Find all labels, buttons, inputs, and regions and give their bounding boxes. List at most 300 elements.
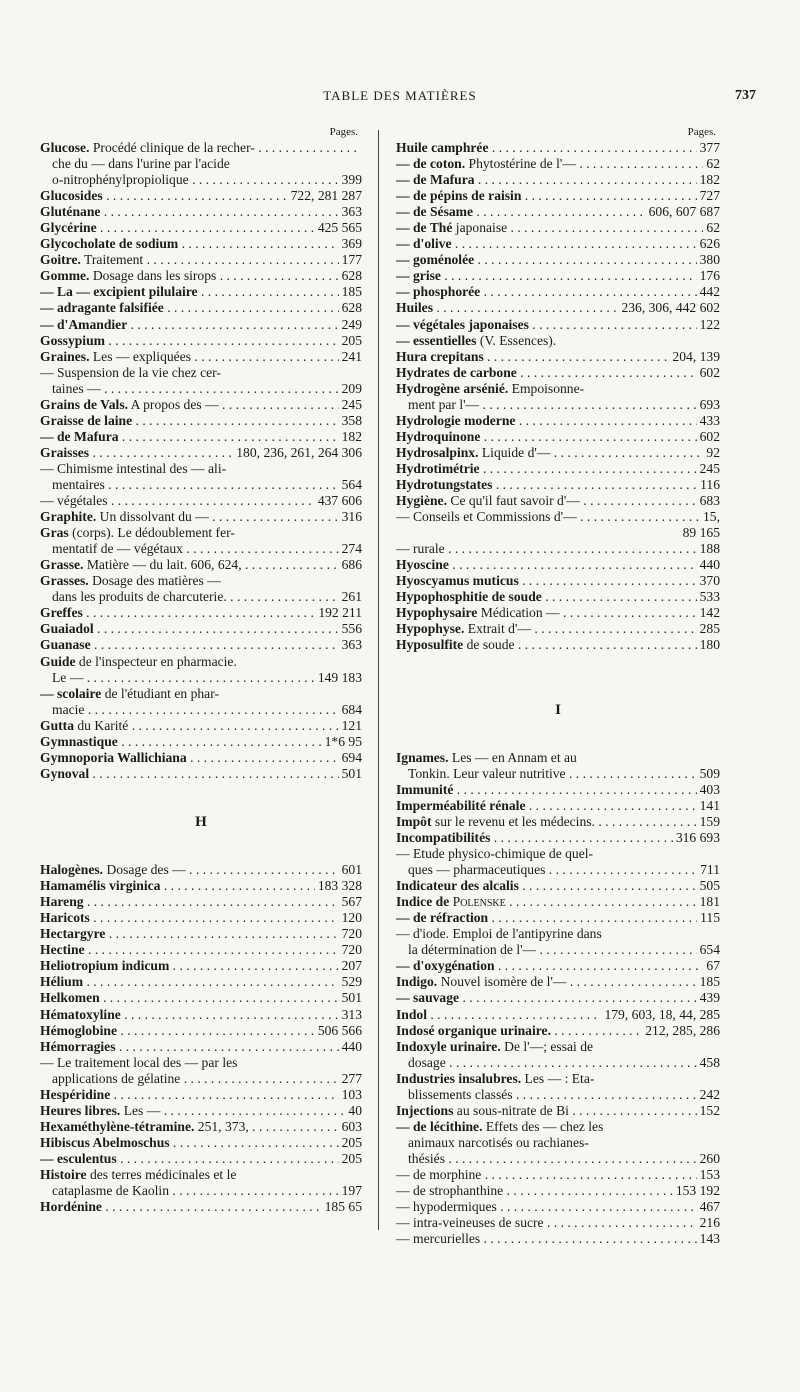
page-refs: 116 xyxy=(700,476,720,492)
page-refs: 727 xyxy=(699,188,720,204)
entry-term: — de pépins de raisin xyxy=(396,188,522,204)
blank-line xyxy=(396,734,720,750)
entry-term: Grasses. xyxy=(40,573,89,589)
page-refs: 67 xyxy=(706,958,720,974)
index-entry xyxy=(40,333,362,349)
entry-term: Hyposulfite xyxy=(396,637,464,653)
entry-label xyxy=(40,942,339,958)
entry-term: Imperméabilité rénale xyxy=(396,797,526,813)
page-refs: 722, 281 287 xyxy=(290,188,362,204)
index-entry xyxy=(40,413,362,429)
entry-label xyxy=(40,1183,339,1199)
index-entry xyxy=(396,894,720,910)
entry-label xyxy=(40,300,339,316)
page-refs: 103 xyxy=(341,1086,362,1102)
entry-text: taines — xyxy=(52,380,101,396)
index-column-right xyxy=(396,124,720,1247)
entry-label xyxy=(40,413,339,429)
entry-text: Les — expliquées xyxy=(89,348,192,364)
entry-label xyxy=(396,557,697,573)
page-refs: 176 xyxy=(699,268,720,284)
entry-term: Indicateur des alcalis xyxy=(396,878,519,894)
entry-label xyxy=(396,1199,697,1215)
entry-text: Effets des — chez les xyxy=(482,1118,604,1134)
entry-label xyxy=(40,1135,339,1151)
index-entry-line xyxy=(40,1167,362,1183)
entry-text: che du — dans l'urine par l'acide xyxy=(52,156,230,172)
entry-label xyxy=(40,1071,339,1087)
page-refs: 182 xyxy=(341,428,362,444)
index-entry xyxy=(396,1199,720,1215)
page-refs: 380 xyxy=(699,252,720,268)
entry-label xyxy=(396,204,646,220)
index-entry xyxy=(396,156,720,172)
page-refs: 602 xyxy=(699,428,720,444)
entry-label xyxy=(396,333,717,349)
page-refs: 122 xyxy=(699,316,720,332)
entry-label xyxy=(40,236,339,252)
index-entry xyxy=(396,1023,720,1039)
page-refs: 182 xyxy=(699,172,720,188)
index-entry xyxy=(396,541,720,557)
index-entry xyxy=(40,718,362,734)
entry-text: blissements classés xyxy=(408,1086,513,1102)
index-entry xyxy=(40,317,362,333)
entry-label xyxy=(396,573,697,589)
entry-text: Phytostérine de l'— xyxy=(465,156,576,172)
entry-text: (V. Essences). xyxy=(476,332,557,348)
index-entry xyxy=(396,958,720,974)
entry-term: — de Mafura xyxy=(396,172,475,188)
entry-term: Hura crepitans xyxy=(396,348,484,364)
page-refs: 192 211 xyxy=(318,605,362,621)
entry-label xyxy=(40,140,359,156)
blank-line xyxy=(396,670,720,686)
page-refs: 242 xyxy=(699,1086,720,1102)
page-refs: 556 xyxy=(341,621,362,637)
entry-text: Traitement xyxy=(80,252,144,268)
index-entry xyxy=(40,1135,362,1151)
index-entry xyxy=(396,1151,720,1167)
page-refs: 720 xyxy=(341,942,362,958)
entry-text: — d'iode. Emploi de l'antipyrine dans xyxy=(396,926,602,942)
entry-term: Injections xyxy=(396,1102,454,1118)
entry-text: la détermination de l'— xyxy=(408,942,537,958)
entry-label xyxy=(40,429,339,445)
entry-label xyxy=(40,1151,339,1167)
entry-label xyxy=(40,477,339,493)
index-entry xyxy=(396,397,720,413)
entry-term: Hydrotimétrie xyxy=(396,460,480,476)
entry-term: — de Thé xyxy=(396,220,453,236)
entry-label xyxy=(40,172,339,188)
entry-label xyxy=(396,1087,697,1103)
entry-label xyxy=(396,172,697,188)
index-entry xyxy=(396,317,720,333)
page-refs: 89 165 xyxy=(682,525,720,541)
index-entry xyxy=(396,429,720,445)
entry-text: animaux narcotisés ou rachianes- xyxy=(408,1134,589,1150)
page-refs: 185 65 xyxy=(324,1199,362,1215)
entry-label xyxy=(396,140,697,156)
entry-label xyxy=(396,445,703,461)
entry-term: Hématoxyline xyxy=(40,1006,121,1022)
index-entry xyxy=(40,1087,362,1103)
index-entry xyxy=(396,798,720,814)
entry-term: Graisse de laine xyxy=(40,412,133,428)
index-entry xyxy=(40,1071,362,1087)
page-refs: 205 xyxy=(341,1134,362,1150)
index-entry xyxy=(40,1151,362,1167)
entry-label xyxy=(396,1215,697,1231)
page-refs: 501 xyxy=(341,765,362,781)
index-entry xyxy=(40,1039,362,1055)
entry-text: Un dissolvant du — xyxy=(96,509,209,525)
index-entry xyxy=(40,942,362,958)
entry-term: Haricots xyxy=(40,910,90,926)
entry-term: Goitre. xyxy=(40,252,81,268)
index-entry xyxy=(396,1167,720,1183)
entry-text: Nouvel isomère de l'— xyxy=(437,974,567,990)
index-entry xyxy=(40,589,362,605)
entry-term: Indoxyle urinaire. xyxy=(396,1038,501,1054)
page-refs: 261 xyxy=(341,589,362,605)
entry-text: mentatif de — végétaux xyxy=(52,541,183,557)
entry-term: — végétales japonaises xyxy=(396,316,529,332)
page-refs: 142 xyxy=(699,605,720,621)
entry-term: Guanase xyxy=(40,637,91,653)
entry-term: Gras xyxy=(40,525,69,541)
index-entry xyxy=(396,188,720,204)
index-entry-line xyxy=(396,381,720,397)
page-refs: 141 xyxy=(699,797,720,813)
page-refs: 711 xyxy=(700,862,720,878)
index-entry xyxy=(40,734,362,750)
page-refs: 183 328 xyxy=(317,878,362,894)
entry-term: Impôt xyxy=(396,813,432,829)
page-refs: 316 xyxy=(341,509,362,525)
index-entry-line xyxy=(40,573,362,589)
entry-term: Hyoscine xyxy=(396,557,449,573)
entry-text: thésiés xyxy=(408,1150,445,1166)
entry-label xyxy=(396,365,697,381)
index-entry xyxy=(40,300,362,316)
entry-label xyxy=(396,236,697,252)
entry-label xyxy=(40,702,339,718)
index-entry xyxy=(40,140,362,156)
index-entry xyxy=(40,990,362,1006)
entry-term: Gomme. xyxy=(40,268,90,284)
index-entry xyxy=(40,1007,362,1023)
page-refs: 236, 306, 442 602 xyxy=(621,300,720,316)
column-divider xyxy=(378,130,379,1230)
index-entry xyxy=(40,493,362,509)
index-entry xyxy=(396,878,720,894)
entry-text: de l'étudiant en phar- xyxy=(101,685,219,701)
entry-term: Hygiène. xyxy=(396,493,447,509)
entry-label xyxy=(396,621,697,637)
blank-line xyxy=(396,686,720,702)
entry-term: Hespéridine xyxy=(40,1086,111,1102)
entry-text: Médication — xyxy=(477,605,560,621)
page-refs: 185 xyxy=(699,974,720,990)
index-entry xyxy=(40,557,362,573)
entry-text: Matière — du lait. 606, 624, xyxy=(83,557,242,573)
page-refs: 121 xyxy=(341,717,362,733)
index-entry xyxy=(40,220,362,236)
page-refs: 567 xyxy=(341,894,362,910)
index-entry xyxy=(40,878,362,894)
entry-label xyxy=(396,413,697,429)
entry-label xyxy=(40,349,339,365)
index-entry-line xyxy=(396,750,720,766)
page-refs: 363 xyxy=(341,637,362,653)
entry-term: Greffes xyxy=(40,605,83,621)
entry-term: Hydroquinone xyxy=(396,428,481,444)
index-entry xyxy=(40,1183,362,1199)
entry-label xyxy=(396,910,697,926)
entry-text: Les — en Annam et au xyxy=(448,749,577,765)
index-entry xyxy=(396,204,720,220)
entry-term: Heures libres. xyxy=(40,1102,121,1118)
entry-term: Indice de xyxy=(396,894,450,910)
entry-text: — Conseils et Commissions d'— xyxy=(396,509,577,525)
entry-label xyxy=(396,798,697,814)
entry-label xyxy=(396,429,697,445)
entry-term: — de lécithine. xyxy=(396,1118,483,1134)
entry-text: cataplasme de Kaolin xyxy=(52,1183,170,1199)
index-entry xyxy=(40,541,362,557)
pages-column-label: Pages. xyxy=(687,126,716,138)
page-refs: 177 xyxy=(341,252,362,268)
index-entry xyxy=(396,1103,720,1119)
index-entry xyxy=(396,300,720,316)
entry-term: Helkomen xyxy=(40,990,100,1006)
entry-term: — esculentus xyxy=(40,1150,117,1166)
index-entry xyxy=(40,621,362,637)
index-entry xyxy=(40,894,362,910)
entry-term: — goménolée xyxy=(396,252,475,268)
index-entry xyxy=(396,814,720,830)
page-refs: 274 xyxy=(341,541,362,557)
index-entry xyxy=(396,573,720,589)
entry-text: De l'—; essai de xyxy=(500,1038,594,1054)
page-refs: 245 xyxy=(341,396,362,412)
index-entry xyxy=(396,220,720,236)
index-entry-line xyxy=(40,1055,362,1071)
entry-text: applications de gélatine xyxy=(52,1070,181,1086)
index-entry xyxy=(396,1087,720,1103)
entry-text: — mercurielles xyxy=(396,1231,481,1247)
entry-term: Hémorragies xyxy=(40,1038,116,1054)
entry-text: Dosage dans les sirops xyxy=(89,268,217,284)
index-entry-line xyxy=(396,1039,720,1055)
index-entry xyxy=(396,637,720,653)
entry-term: — d'olive xyxy=(396,236,452,252)
index-entry xyxy=(396,1055,720,1071)
entry-term: — essentielles xyxy=(396,332,477,348)
page-refs: 467 xyxy=(699,1199,720,1215)
entry-label xyxy=(396,284,697,300)
entry-label xyxy=(396,1183,673,1199)
index-entry xyxy=(40,605,362,621)
page-refs: 363 xyxy=(341,204,362,220)
entry-term: Ignames. xyxy=(396,749,449,765)
entry-term: — de Sésame xyxy=(396,204,474,220)
entry-label xyxy=(396,317,697,333)
page-refs: 40 xyxy=(348,1102,362,1118)
entry-term: Indol xyxy=(396,1006,427,1022)
page-refs: 285 xyxy=(699,621,720,637)
entry-term: Hydrogène arsénié. xyxy=(396,380,509,396)
entry-term: Hamamélis virginica xyxy=(40,878,161,894)
blank-line xyxy=(40,830,362,846)
entry-label xyxy=(40,910,339,926)
entry-term: Hectine xyxy=(40,942,85,958)
entry-label xyxy=(40,381,339,397)
page-header xyxy=(40,88,760,108)
index-entry xyxy=(40,172,362,188)
page-refs: 277 xyxy=(341,1070,362,1086)
entry-term: Graisses xyxy=(40,444,90,460)
entry-label xyxy=(40,1199,322,1215)
entry-term: Glycérine xyxy=(40,220,97,236)
entry-term: Hypophysaire xyxy=(396,605,478,621)
entry-term: Hydrates de carbone xyxy=(396,364,517,380)
entry-term: Gossypium xyxy=(40,332,105,348)
entry-text: — rurale xyxy=(396,541,445,557)
index-entry xyxy=(40,188,362,204)
entry-term: Industries insalubres. xyxy=(396,1070,522,1086)
page-refs: 241 xyxy=(341,348,362,364)
page-refs: 440 xyxy=(699,557,720,573)
entry-term: Indosé organique urinaire. xyxy=(396,1022,551,1038)
index-entry xyxy=(40,477,362,493)
index-entry xyxy=(40,1103,362,1119)
entry-label xyxy=(40,445,233,461)
entry-label xyxy=(40,541,339,557)
entry-label xyxy=(396,637,697,653)
page-refs: 204, 139 xyxy=(672,348,720,364)
entry-label xyxy=(40,1087,339,1103)
index-entry xyxy=(40,284,362,300)
page-refs: 153 xyxy=(699,1167,720,1182)
index-entry xyxy=(396,284,720,300)
page-refs: 694 xyxy=(341,749,362,765)
entry-term: Incompatibilités xyxy=(396,830,491,846)
entry-term: Huiles xyxy=(396,300,434,316)
entry-label xyxy=(40,557,339,573)
index-entry xyxy=(396,172,720,188)
index-entry xyxy=(396,252,720,268)
entry-label xyxy=(40,220,315,236)
entry-text: — végétales xyxy=(40,493,108,509)
page-refs: 179, 603, 18, 44, 285 xyxy=(604,1006,720,1022)
entry-text: mentaires xyxy=(52,476,105,492)
entry-term: Indigo. xyxy=(396,974,438,990)
index-entry-line xyxy=(396,846,720,862)
entry-text: ques — pharmaceutiques xyxy=(408,862,546,878)
entry-label xyxy=(40,1039,339,1055)
page-refs: 433 xyxy=(699,412,720,428)
entry-label xyxy=(40,284,339,300)
entry-term: Gutta xyxy=(40,717,74,733)
entry-text: 251, 373, xyxy=(194,1118,249,1134)
entry-term: — de coton. xyxy=(396,156,466,172)
entry-text: o-nitrophénylpropiolique xyxy=(52,172,189,188)
index-entry-line xyxy=(40,461,362,477)
entry-text: Le — xyxy=(52,669,84,685)
index-entry xyxy=(396,557,720,573)
entry-term: Hexaméthylène-tétramine. xyxy=(40,1118,195,1134)
page-refs: 249 xyxy=(341,316,362,332)
index-entry xyxy=(396,1215,720,1231)
page-refs: 439 xyxy=(699,990,720,1006)
page-refs: 684 xyxy=(341,701,362,717)
entry-label xyxy=(396,942,697,958)
blank-line xyxy=(396,718,720,734)
entry-text: — Etude physico-chimique de quel- xyxy=(396,846,594,862)
entry-term: — d'oxygénation xyxy=(396,958,495,974)
entry-label xyxy=(40,317,339,333)
index-entry xyxy=(396,974,720,990)
page-refs: 628 xyxy=(341,300,362,316)
page-refs: 501 xyxy=(341,990,362,1006)
entry-term: Glucosides xyxy=(40,188,103,204)
index-entry-line xyxy=(40,654,362,670)
index-entry xyxy=(40,974,362,990)
entry-label xyxy=(396,894,697,910)
index-entry-line xyxy=(40,156,362,172)
entry-term: Gluténane xyxy=(40,204,101,220)
blank-line xyxy=(40,782,362,798)
index-entry xyxy=(40,862,362,878)
entry-label xyxy=(40,1103,345,1119)
entry-label xyxy=(396,1167,697,1183)
entry-text: (corps). Le dédoublement fer- xyxy=(68,525,235,541)
index-entry xyxy=(396,990,720,1006)
entry-label xyxy=(40,766,339,782)
page-refs: 115 xyxy=(700,910,720,926)
index-entry xyxy=(40,910,362,926)
entry-text: — de morphine xyxy=(396,1167,482,1182)
page-refs: 15, xyxy=(703,509,720,525)
page-refs: 370 xyxy=(699,573,720,589)
entry-term: Gymnoporia Wallichiana xyxy=(40,749,187,765)
index-entry xyxy=(40,349,362,365)
entry-label xyxy=(396,461,697,477)
page-refs: 626 xyxy=(699,236,720,252)
entry-term: Hydrosalpinx. xyxy=(396,444,479,460)
section-letter: I xyxy=(555,701,561,718)
page-refs: 628 xyxy=(341,268,362,284)
page-refs: 197 xyxy=(341,1183,362,1199)
entry-term: Hareng xyxy=(40,894,84,910)
index-entry xyxy=(396,782,720,798)
page-refs: 207 xyxy=(341,958,362,974)
entry-text: — de strophanthine xyxy=(396,1183,504,1199)
entry-term: Guaiadol xyxy=(40,621,94,637)
entry-term: Hypophosphitie de soude xyxy=(396,589,542,605)
index-entry xyxy=(396,1183,720,1199)
index-entry xyxy=(396,493,720,509)
entry-label xyxy=(396,156,703,172)
entry-label xyxy=(40,670,315,686)
index-entry xyxy=(396,766,720,782)
entry-label xyxy=(396,589,697,605)
entry-term: — scolaire xyxy=(40,685,102,701)
entry-term: Huile camphrée xyxy=(396,140,489,155)
